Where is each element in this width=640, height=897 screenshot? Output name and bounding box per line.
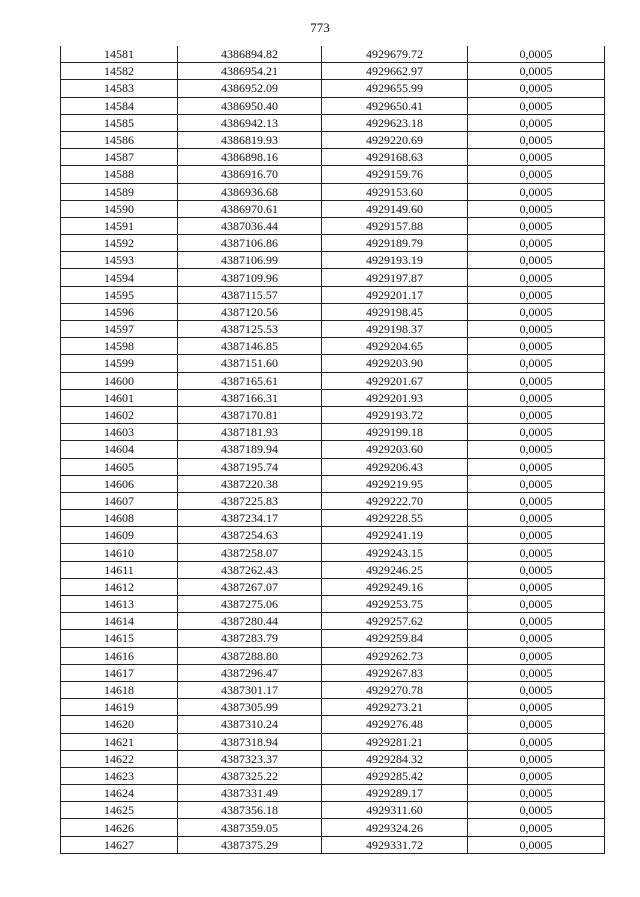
y-coordinate-cell: 4929285.42: [322, 767, 468, 784]
point-number-cell: 14585: [61, 114, 178, 131]
point-number-cell: 14618: [61, 681, 178, 698]
x-coordinate-cell: 4387109.96: [178, 269, 322, 286]
x-coordinate-cell: 4386942.13: [178, 114, 322, 131]
value-cell: 0,0005: [468, 510, 605, 527]
point-number-cell: 14605: [61, 458, 178, 475]
value-cell: 0,0005: [468, 441, 605, 458]
table-row: [61, 389, 605, 406]
table-row: [61, 46, 605, 63]
y-coordinate-cell: 4929259.84: [322, 630, 468, 647]
x-coordinate-cell: 4386819.93: [178, 131, 322, 148]
table-row: [61, 355, 605, 372]
value-cell: 0,0005: [468, 338, 605, 355]
y-coordinate-cell: 4929157.88: [322, 217, 468, 234]
x-coordinate-cell: 4387195.74: [178, 458, 322, 475]
y-coordinate-cell: 4929241.19: [322, 527, 468, 544]
y-coordinate-cell: 4929198.45: [322, 303, 468, 320]
y-coordinate-cell: 4929159.76: [322, 166, 468, 183]
x-coordinate-cell: 4387166.31: [178, 389, 322, 406]
y-coordinate-cell: 4929655.99: [322, 80, 468, 97]
value-cell: 0,0005: [468, 836, 605, 853]
point-number-cell: 14626: [61, 819, 178, 836]
value-cell: 0,0005: [468, 97, 605, 114]
table-row: [61, 630, 605, 647]
x-coordinate-cell: 4387120.56: [178, 303, 322, 320]
value-cell: 0,0005: [468, 664, 605, 681]
y-coordinate-cell: 4929206.43: [322, 458, 468, 475]
x-coordinate-cell: 4387036.44: [178, 217, 322, 234]
point-number-cell: 14589: [61, 183, 178, 200]
y-coordinate-cell: 4929284.32: [322, 750, 468, 767]
point-number-cell: 14622: [61, 750, 178, 767]
point-number-cell: 14615: [61, 630, 178, 647]
value-cell: 0,0005: [468, 424, 605, 441]
x-coordinate-cell: 4387170.81: [178, 406, 322, 423]
value-cell: 0,0005: [468, 406, 605, 423]
point-number-cell: 14590: [61, 200, 178, 217]
table-row: [61, 406, 605, 423]
point-number-cell: 14614: [61, 613, 178, 630]
table-row: [61, 785, 605, 802]
x-coordinate-cell: 4387189.94: [178, 441, 322, 458]
x-coordinate-cell: 4387267.07: [178, 578, 322, 595]
value-cell: 0,0005: [468, 819, 605, 836]
x-coordinate-cell: 4387325.22: [178, 767, 322, 784]
point-number-cell: 14587: [61, 149, 178, 166]
y-coordinate-cell: 4929249.16: [322, 578, 468, 595]
value-cell: 0,0005: [468, 114, 605, 131]
y-coordinate-cell: 4929201.93: [322, 389, 468, 406]
point-number-cell: 14581: [61, 46, 178, 63]
value-cell: 0,0005: [468, 699, 605, 716]
value-cell: 0,0005: [468, 269, 605, 286]
point-number-cell: 14609: [61, 527, 178, 544]
value-cell: 0,0005: [468, 235, 605, 252]
table-row: [61, 544, 605, 561]
table-row: [61, 733, 605, 750]
table-row: [61, 424, 605, 441]
table-row: [61, 510, 605, 527]
y-coordinate-cell: 4929273.21: [322, 699, 468, 716]
y-coordinate-cell: 4929149.60: [322, 200, 468, 217]
x-coordinate-cell: 4387275.06: [178, 596, 322, 613]
y-coordinate-cell: 4929220.69: [322, 131, 468, 148]
point-number-cell: 14624: [61, 785, 178, 802]
table-row: [61, 114, 605, 131]
page-number: 773: [310, 20, 330, 35]
value-cell: 0,0005: [468, 166, 605, 183]
table-row: [61, 441, 605, 458]
table-row: [61, 149, 605, 166]
x-coordinate-cell: 4387323.37: [178, 750, 322, 767]
table-row: [61, 527, 605, 544]
point-number-cell: 14597: [61, 321, 178, 338]
table-row: [61, 492, 605, 509]
table-row: [61, 97, 605, 114]
value-cell: 0,0005: [468, 767, 605, 784]
value-cell: 0,0005: [468, 183, 605, 200]
value-cell: 0,0005: [468, 544, 605, 561]
y-coordinate-cell: 4929331.72: [322, 836, 468, 853]
value-cell: 0,0005: [468, 578, 605, 595]
point-number-cell: 14604: [61, 441, 178, 458]
point-number-cell: 14619: [61, 699, 178, 716]
y-coordinate-cell: 4929222.70: [322, 492, 468, 509]
point-number-cell: 14616: [61, 647, 178, 664]
point-number-cell: 14625: [61, 802, 178, 819]
value-cell: 0,0005: [468, 286, 605, 303]
point-number-cell: 14584: [61, 97, 178, 114]
x-coordinate-cell: 4387115.57: [178, 286, 322, 303]
y-coordinate-cell: 4929199.18: [322, 424, 468, 441]
table-row: [61, 664, 605, 681]
y-coordinate-cell: 4929311.60: [322, 802, 468, 819]
point-number-cell: 14593: [61, 252, 178, 269]
table-row: [61, 458, 605, 475]
y-coordinate-cell: 4929270.78: [322, 681, 468, 698]
y-coordinate-cell: 4929267.83: [322, 664, 468, 681]
value-cell: 0,0005: [468, 492, 605, 509]
table-row: [61, 183, 605, 200]
table-row: [61, 63, 605, 80]
table-row: [61, 286, 605, 303]
y-coordinate-cell: 4929650.41: [322, 97, 468, 114]
value-cell: 0,0005: [468, 458, 605, 475]
value-cell: 0,0005: [468, 252, 605, 269]
x-coordinate-cell: 4387106.99: [178, 252, 322, 269]
y-coordinate-cell: 4929324.26: [322, 819, 468, 836]
point-number-cell: 14583: [61, 80, 178, 97]
y-coordinate-cell: 4929662.97: [322, 63, 468, 80]
x-coordinate-cell: 4386952.09: [178, 80, 322, 97]
x-coordinate-cell: 4387331.49: [178, 785, 322, 802]
x-coordinate-cell: 4386936.68: [178, 183, 322, 200]
table-row: [61, 716, 605, 733]
point-number-cell: 14594: [61, 269, 178, 286]
y-coordinate-cell: 4929219.95: [322, 475, 468, 492]
point-number-cell: 14617: [61, 664, 178, 681]
value-cell: 0,0005: [468, 217, 605, 234]
table-row: [61, 217, 605, 234]
x-coordinate-cell: 4387234.17: [178, 510, 322, 527]
point-number-cell: 14595: [61, 286, 178, 303]
coordinates-table-container: [60, 46, 600, 854]
y-coordinate-cell: 4929289.17: [322, 785, 468, 802]
x-coordinate-cell: 4387283.79: [178, 630, 322, 647]
y-coordinate-cell: 4929198.37: [322, 321, 468, 338]
point-number-cell: 14612: [61, 578, 178, 595]
x-coordinate-cell: 4387305.99: [178, 699, 322, 716]
point-number-cell: 14586: [61, 131, 178, 148]
y-coordinate-cell: 4929193.19: [322, 252, 468, 269]
table-row: [61, 372, 605, 389]
y-coordinate-cell: 4929168.63: [322, 149, 468, 166]
value-cell: 0,0005: [468, 475, 605, 492]
point-number-cell: 14598: [61, 338, 178, 355]
point-number-cell: 14610: [61, 544, 178, 561]
point-number-cell: 14591: [61, 217, 178, 234]
table-row: [61, 819, 605, 836]
y-coordinate-cell: 4929203.60: [322, 441, 468, 458]
point-number-cell: 14603: [61, 424, 178, 441]
x-coordinate-cell: 4387301.17: [178, 681, 322, 698]
point-number-cell: 14596: [61, 303, 178, 320]
value-cell: 0,0005: [468, 733, 605, 750]
value-cell: 0,0005: [468, 355, 605, 372]
value-cell: 0,0005: [468, 63, 605, 80]
point-number-cell: 14621: [61, 733, 178, 750]
y-coordinate-cell: 4929246.25: [322, 561, 468, 578]
value-cell: 0,0005: [468, 630, 605, 647]
value-cell: 0,0005: [468, 613, 605, 630]
table-row: [61, 750, 605, 767]
x-coordinate-cell: 4387288.80: [178, 647, 322, 664]
table-row: [61, 561, 605, 578]
y-coordinate-cell: 4929189.79: [322, 235, 468, 252]
point-number-cell: 14620: [61, 716, 178, 733]
point-number-cell: 14599: [61, 355, 178, 372]
point-number-cell: 14606: [61, 475, 178, 492]
point-number-cell: 14627: [61, 836, 178, 853]
x-coordinate-cell: 4387262.43: [178, 561, 322, 578]
y-coordinate-cell: 4929193.72: [322, 406, 468, 423]
point-number-cell: 14613: [61, 596, 178, 613]
table-row: [61, 80, 605, 97]
x-coordinate-cell: 4387146.85: [178, 338, 322, 355]
y-coordinate-cell: 4929281.21: [322, 733, 468, 750]
table-row: [61, 200, 605, 217]
x-coordinate-cell: 4387254.63: [178, 527, 322, 544]
table-row: [61, 836, 605, 853]
value-cell: 0,0005: [468, 716, 605, 733]
value-cell: 0,0005: [468, 149, 605, 166]
x-coordinate-cell: 4387258.07: [178, 544, 322, 561]
point-number-cell: 14608: [61, 510, 178, 527]
table-row: [61, 131, 605, 148]
x-coordinate-cell: 4387356.18: [178, 802, 322, 819]
table-row: [61, 475, 605, 492]
x-coordinate-cell: 4387310.24: [178, 716, 322, 733]
y-coordinate-cell: 4929257.62: [322, 613, 468, 630]
x-coordinate-cell: 4387280.44: [178, 613, 322, 630]
y-coordinate-cell: 4929197.87: [322, 269, 468, 286]
y-coordinate-cell: 4929243.15: [322, 544, 468, 561]
value-cell: 0,0005: [468, 389, 605, 406]
y-coordinate-cell: 4929276.48: [322, 716, 468, 733]
point-number-cell: 14623: [61, 767, 178, 784]
value-cell: 0,0005: [468, 303, 605, 320]
value-cell: 0,0005: [468, 372, 605, 389]
x-coordinate-cell: 4386954.21: [178, 63, 322, 80]
point-number-cell: 14607: [61, 492, 178, 509]
table-row: [61, 681, 605, 698]
x-coordinate-cell: 4387225.83: [178, 492, 322, 509]
y-coordinate-cell: 4929201.17: [322, 286, 468, 303]
point-number-cell: 14592: [61, 235, 178, 252]
value-cell: 0,0005: [468, 527, 605, 544]
y-coordinate-cell: 4929204.65: [322, 338, 468, 355]
value-cell: 0,0005: [468, 750, 605, 767]
x-coordinate-cell: 4386894.82: [178, 46, 322, 63]
point-number-cell: 14588: [61, 166, 178, 183]
x-coordinate-cell: 4387359.05: [178, 819, 322, 836]
y-coordinate-cell: 4929262.73: [322, 647, 468, 664]
value-cell: 0,0005: [468, 596, 605, 613]
y-coordinate-cell: 4929623.18: [322, 114, 468, 131]
x-coordinate-cell: 4387375.29: [178, 836, 322, 853]
table-row: [61, 578, 605, 595]
x-coordinate-cell: 4386916.70: [178, 166, 322, 183]
y-coordinate-cell: 4929228.55: [322, 510, 468, 527]
table-row: [61, 321, 605, 338]
table-row: [61, 699, 605, 716]
y-coordinate-cell: 4929201.67: [322, 372, 468, 389]
table-row: [61, 613, 605, 630]
table-row: [61, 269, 605, 286]
table-row: [61, 338, 605, 355]
x-coordinate-cell: 4387125.53: [178, 321, 322, 338]
value-cell: 0,0005: [468, 46, 605, 63]
table-row: [61, 647, 605, 664]
value-cell: 0,0005: [468, 200, 605, 217]
y-coordinate-cell: 4929153.60: [322, 183, 468, 200]
value-cell: 0,0005: [468, 321, 605, 338]
table-row: [61, 767, 605, 784]
table-row: [61, 802, 605, 819]
x-coordinate-cell: 4387106.86: [178, 235, 322, 252]
point-number-cell: 14582: [61, 63, 178, 80]
x-coordinate-cell: 4387220.38: [178, 475, 322, 492]
table-row: [61, 252, 605, 269]
value-cell: 0,0005: [468, 802, 605, 819]
point-number-cell: 14601: [61, 389, 178, 406]
value-cell: 0,0005: [468, 647, 605, 664]
point-number-cell: 14602: [61, 406, 178, 423]
table-body: [61, 46, 605, 853]
table-row: [61, 303, 605, 320]
value-cell: 0,0005: [468, 681, 605, 698]
y-coordinate-cell: 4929203.90: [322, 355, 468, 372]
x-coordinate-cell: 4387181.93: [178, 424, 322, 441]
y-coordinate-cell: 4929253.75: [322, 596, 468, 613]
x-coordinate-cell: 4387151.60: [178, 355, 322, 372]
x-coordinate-cell: 4387165.61: [178, 372, 322, 389]
point-number-cell: 14600: [61, 372, 178, 389]
value-cell: 0,0005: [468, 785, 605, 802]
value-cell: 0,0005: [468, 561, 605, 578]
x-coordinate-cell: 4387318.94: [178, 733, 322, 750]
x-coordinate-cell: 4386950.40: [178, 97, 322, 114]
table-row: [61, 166, 605, 183]
x-coordinate-cell: 4386898.16: [178, 149, 322, 166]
x-coordinate-cell: 4387296.47: [178, 664, 322, 681]
table-row: [61, 235, 605, 252]
y-coordinate-cell: 4929679.72: [322, 46, 468, 63]
table-row: [61, 596, 605, 613]
value-cell: 0,0005: [468, 80, 605, 97]
x-coordinate-cell: 4386970.61: [178, 200, 322, 217]
value-cell: 0,0005: [468, 131, 605, 148]
coordinates-table: [60, 46, 605, 854]
point-number-cell: 14611: [61, 561, 178, 578]
